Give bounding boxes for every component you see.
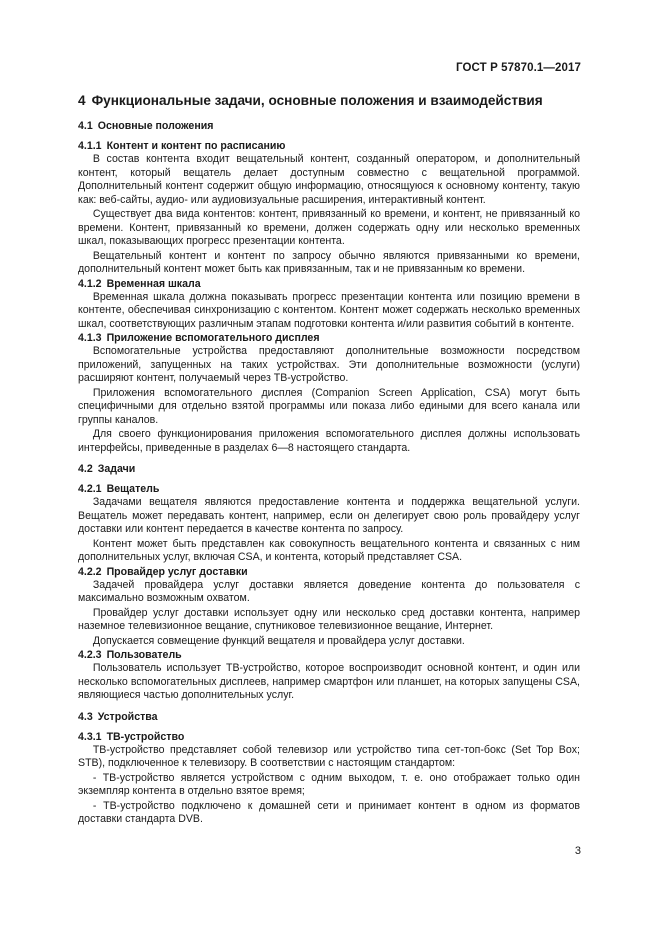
paragraph: ТВ-устройство представляет собой телевизор или устройство типа сет-топ-бокс (Set Top Box; STB), подключенное к телевизору. В соответствии с настоящим стандартом: — [78, 743, 580, 769]
subsection-heading-4-1 — [78, 120, 580, 132]
clause-number: 4.3.1 — [78, 730, 102, 743]
paragraph: Существует два вида контентов: контент, привязанный ко времени, и контент, не привязанный ко времени. Контент, привязанный ко времени, должен содержать одну или несколько временных шкал, показывающих прогресс презентации контента. — [78, 208, 580, 247]
clause-title: Контент и контент по расписанию — [106, 140, 286, 152]
list-item: - ТВ-устройство является устройством с одним выходом, т. е. оно отображает только один экземпляр контента в отдельно взятое время; — [78, 771, 580, 797]
clause-title: Пользователь — [106, 649, 182, 661]
clause-number: 4.1.3 — [78, 332, 102, 344]
document-id-header: ГОСТ Р 57870.1—2017 — [456, 62, 581, 74]
subsection-title: Основные положения — [97, 120, 214, 132]
subsection-number: 4.1 — [78, 120, 93, 132]
clause-number: 4.2.2 — [78, 565, 102, 578]
clause-number: 4.1.1 — [78, 140, 102, 152]
clause-heading-4-2-2 — [78, 566, 580, 578]
subsection-heading-4-3 — [78, 711, 580, 723]
section-heading-4 — [78, 93, 580, 108]
clause-title: Вещатель — [106, 483, 160, 495]
paragraph: Вещательный контент и контент по запросу обычно являются привязанными ко времени, дополнительный контент может быть как привязанным, так и не привязанным ко времени. — [78, 249, 580, 275]
clause-title: Провайдер услуг доставки — [106, 565, 248, 578]
paragraph: Для своего функционирования приложения вспомогательного дисплея должны использовать интерфейсы, приведенные в разделах 6—8 настоящего стандарта. — [78, 428, 580, 454]
clause-title: Приложение вспомогательного дисплея — [106, 332, 320, 344]
clause-heading-4-2-3 — [78, 649, 580, 661]
subsection-title: Задачи — [97, 463, 136, 475]
subsection-number: 4.2 — [78, 463, 93, 475]
subsection-heading-4-2 — [78, 463, 580, 475]
paragraph: Провайдер услуг доставки использует одну или несколько сред доставки контента, например наземное телевизионное вещание, спутниковое телевизионное вещание, Интернет. — [78, 606, 580, 632]
clause-title: Временная шкала — [106, 277, 201, 290]
paragraph: Пользователь использует ТВ-устройство, которое воспроизводит основной контент, и один или несколько вспомогательных дисплеев, например смартфон или планшет, на которых запущены CSA, являющиеся частью дополнительных услуг. — [78, 662, 580, 701]
clause-heading-4-1-2 — [78, 278, 580, 290]
clause-number: 4.1.2 — [78, 277, 102, 290]
paragraph: Приложения вспомогательного дисплея (Companion Screen Application, CSA) могут быть специфичными для отдельно взятой программы или показа либо едиными для всего канала или группы каналов. — [78, 386, 580, 426]
page-content — [78, 93, 580, 828]
subsection-number: 4.3 — [78, 710, 93, 723]
subsection-title: Устройства — [97, 710, 158, 723]
paragraph: Задачами вещателя являются предоставление контента и поддержка вещательной услуги. Вещатель может передавать контент, например, если он делегирует свою роль провайдеру услуг доставки или контент передается в качестве контента по запросу. — [78, 496, 580, 535]
paragraph: Контент может быть представлен как совокупность вещательного контента и связанных с ним дополнительных услуг, включая CSA, и контента, который представляет CSA. — [78, 537, 580, 563]
paragraph: В состав контента входит вещательный контент, созданный оператором, и дополнительный контент, который вещатель делает доступным совместно с вещательной программой. Дополнительный контент содержит общую информацию, относящуюся к основному контенту, такую как: веб-сайты, аудио- или аудиовизуальные расширения, интерактивный контент. — [78, 153, 580, 206]
paragraph: Допускается совмещение функций вещателя и провайдера услуг доставки. — [92, 634, 465, 647]
clause-heading-4-2-1 — [78, 483, 580, 495]
clause-title: ТВ-устройство — [106, 730, 185, 743]
paragraph: Вспомогательные устройства предоставляют дополнительные возможности посредством приложений, запущенных на таких устройствах. Эти дополнительные возможности (услуги) расширяют контент, получаемый через ТВ-устройство. — [78, 345, 580, 384]
clause-heading-4-1-1 — [78, 140, 580, 152]
clause-number: 4.2.1 — [78, 483, 102, 495]
paragraph: Временная шкала должна показывать прогресс презентации контента или позицию времени в контенте, обеспечивая синхронизацию с контентом. Контент может содержать несколько временных шкал, соответствующих различным этапам подготовки контента и/или развития событий в контенте. — [78, 290, 580, 330]
clause-number: 4.2.3 — [78, 649, 102, 661]
section-title: Функциональные задачи, основные положения и взаимодействия — [91, 93, 543, 108]
paragraph: Задачей провайдера услуг доставки является доведение контента до пользователя с максимально возможным охватом. — [78, 578, 580, 604]
clause-heading-4-3-1 — [78, 731, 580, 743]
section-number: 4 — [78, 93, 86, 108]
page-number: 3 — [574, 845, 581, 857]
list-item: - ТВ-устройство подключено к домашней сети и принимает контент в одном из форматов доставки стандарта DVB. — [78, 799, 580, 825]
clause-heading-4-1-3 — [78, 332, 580, 344]
